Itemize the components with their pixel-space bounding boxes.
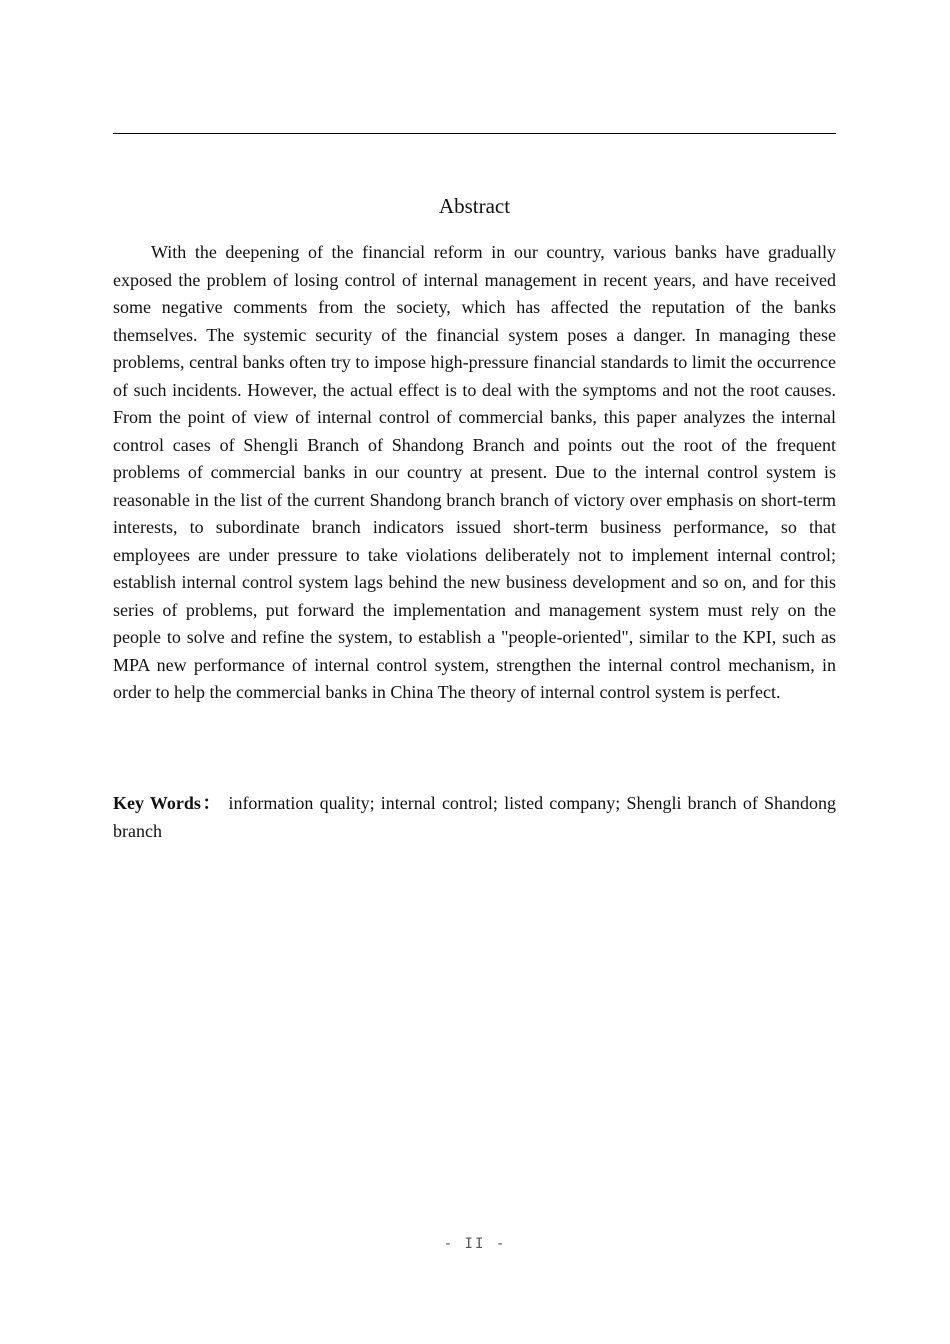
keywords-paragraph	[113, 790, 836, 845]
abstract-paragraph: With the deepening of the financial reform in our country, various banks have gradually exposed the problem of losing control of internal management in recent years, and have received some negative comments from the society, which has affected the reputation of the banks themselves. The systemic security of the financial system poses a danger. In managing these problems, central banks often try to impose high-pressure financial standards to limit the occurrence of such incidents. However, the actual effect is to deal with the symptoms and not the root causes. From the point of view of internal control of commercial banks, this paper analyzes the internal control cases of Shengli Branch of Shandong Branch and points out the root of the frequent problems of commercial banks in our country at present. Due to the internal control system is reasonable in the list of the current Shandong branch branch of victory over emphasis on short-term interests, to subordinate branch indicators issued short-term business performance, so that employees are under pressure to take violations deliberately not to implement internal control; establish internal control system lags behind the new business development and so on, and for this series of problems, put forward the implementation and management system must rely on the people to solve and refine the system, to establish a "people-oriented", similar to the KPI, such as MPA new performance of internal control system, strengthen the internal control mechanism, in order to help the commercial banks in China The theory of internal control system is perfect.	[113, 242, 836, 702]
keywords-text: information quality; internal control; listed company; Shengli branch of Shandong branch	[113, 793, 836, 841]
page-title: Abstract	[438, 194, 511, 218]
keywords-label: Key Words：	[113, 793, 223, 813]
page-number: - II -	[443, 1236, 507, 1252]
header-rule	[113, 133, 836, 134]
